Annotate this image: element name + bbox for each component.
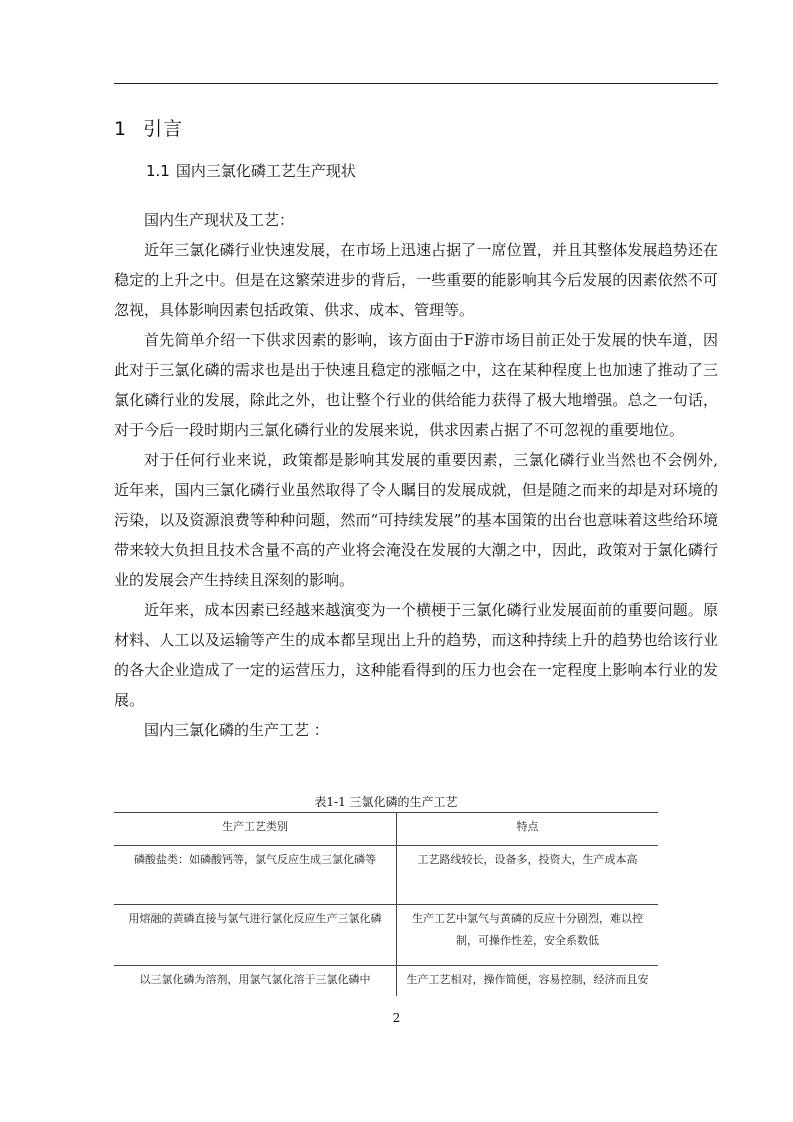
section-title: 引言 <box>143 118 184 140</box>
table-cell: 用熔融的黄磷直接与氯气进行氯化反应生产三氯化磷 <box>114 905 397 966</box>
subsection-title: 国内三氯化磷工艺生产现状 <box>175 162 356 180</box>
section-heading <box>114 114 183 141</box>
table-cell: 工艺路线较长，设备多，投资大，生产成本高 <box>397 846 659 905</box>
page-number: 2 <box>392 1011 401 1025</box>
table-cell: 生产工艺中氯气与黄磷的反应十分剧烈，难以控制，可操作性差，安全系数低 <box>397 905 659 966</box>
table-header-row <box>114 813 658 846</box>
paragraph: 近年三氯化磷行业快速发展，在市场上迅速占据了一席位置，并且其整体发展趋势还在稳定的上升之中。但是在这繁荣进步的背后，一些重要的能影响其今后发展的因素依然不可忽视，具体影响因素包括政策、供求、成本、管理等。 <box>114 241 718 319</box>
paragraph: 国内生产现状及工艺： <box>144 211 295 229</box>
table-row <box>114 846 658 905</box>
header-rule <box>114 83 718 84</box>
subsection-heading <box>146 160 356 181</box>
table-row <box>114 905 658 966</box>
table-header-cell: 生产工艺类别 <box>114 813 397 846</box>
table-header-cell: 特点 <box>397 813 659 846</box>
table-cell: 磷酸盐类：如磷酸钙等，氯气反应生成三氯化磷等 <box>114 846 397 905</box>
table-cell: 生产工艺相对，操作简便，容易控制，经济而且安 <box>397 966 659 997</box>
process-table <box>114 812 658 996</box>
subsection-number: 1.1 <box>146 162 170 180</box>
paragraph: 国内三氯化磷的生产工艺 ： <box>144 721 329 739</box>
paragraph: 首先简单介绍一下供求因素的影响，该方面由于F游市场目前正处于发展的快车道，因此对于三氯化磷的需求也是出于快速且稳定的涨幅之中，这在某种程度上也加速了推动了三氯化磷行业的发展，除此之外，也让整个行业的供给能力获得了极大地增强。总之一句话，对于今后一段时期内三氯化磷行业的发展来说，供求因素占据了不可忽视的重要地位。 <box>114 331 718 439</box>
table-row <box>114 966 658 997</box>
paragraph: 对于任何行业来说，政策都是影响其发展的重要因素，三氯化磷行业当然也不会例外,近年来，国内三氯化磷行业虽然取得了令人瞩目的发展成就，但是随之而来的却是对环境的污染，以及资源浪费等种种问题，然而“可持续发展”的基本国策的出台也意味着这些给环境带来较大负担且技术含量不高的产业将会淹没在发展的大潮之中，因此，政策对于氯化磷行业的发展会产生持续且深刻的影响。 <box>114 451 718 589</box>
paragraph: 近年来，成本因素已经越来越演变为一个横梗于三氯化磷行业发展面前的重要问题。原材料、人工以及运输等产生的成本都呈现出上升的趋势，而这种持续上升的趋势也给该行业的各大企业造成了一定的运营压力，这种能看得到的压力也会在一定程度上影响本行业的发展。 <box>114 601 718 709</box>
table-caption: 表1-1 三氯化磷的生产工艺 <box>314 795 458 809</box>
section-number: 1 <box>114 118 128 140</box>
table-cell: 以三氯化磷为溶剂，用氯气氯化溶于三氯化磷中 <box>114 966 397 997</box>
body-text <box>114 205 718 745</box>
